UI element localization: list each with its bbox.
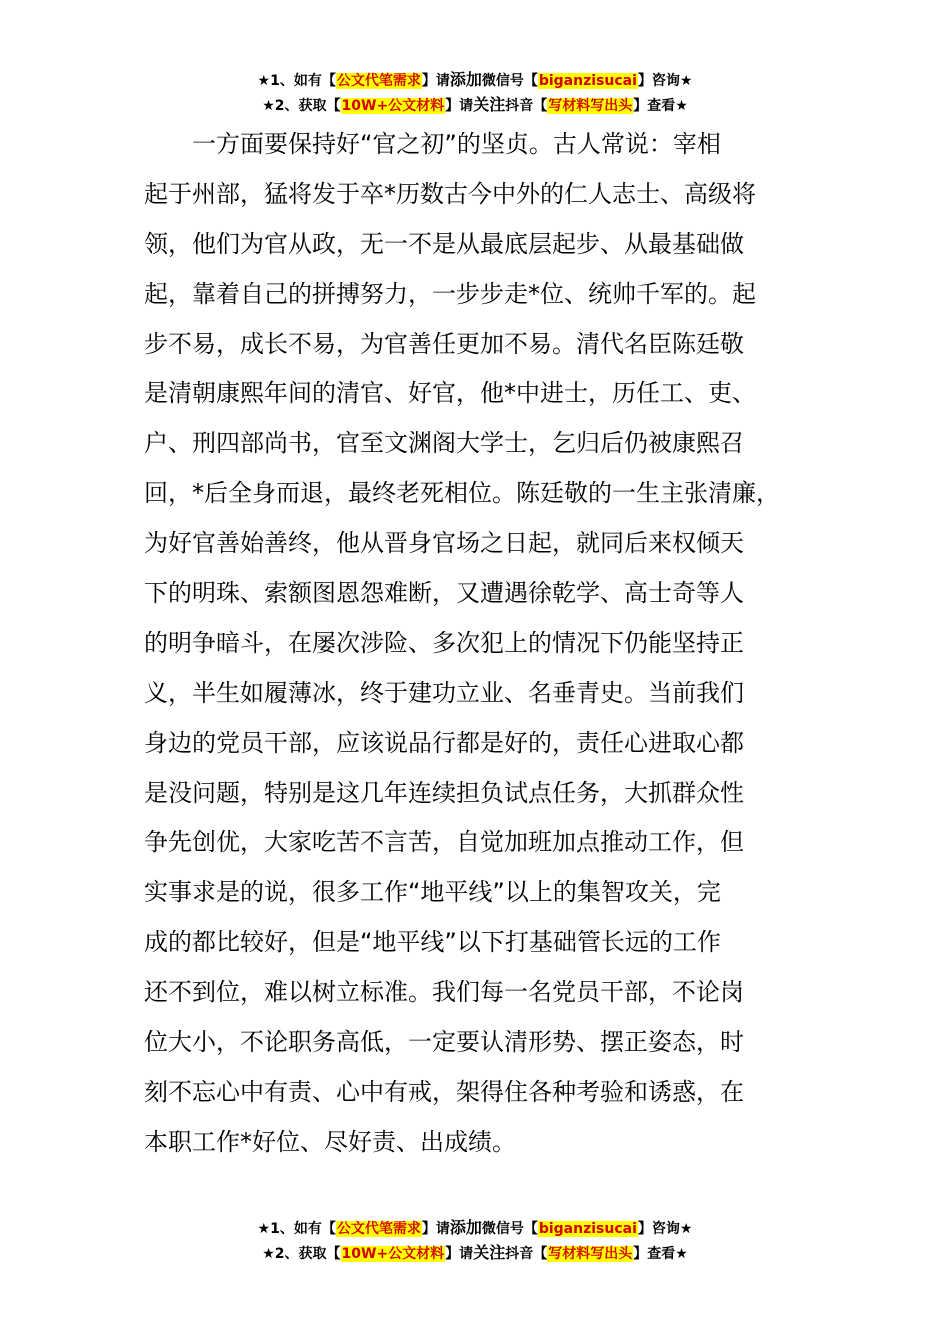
highlight-wechat-id: biganzisucai: [538, 1221, 637, 1237]
footer-banner-line-2: [0, 1241, 950, 1266]
paragraph-line: 起于州部，猛将发于卒*历数古今中外的仁人志士、高级将: [144, 179, 756, 208]
banner-text: 抖音【: [505, 1246, 548, 1262]
paragraph-line: 回，*后全身而退，最终老死相位。陈廷敬的一生主张清廉，: [144, 479, 780, 508]
paragraph-line: 步不易，成长不易，为官善任更加不易。清代名臣陈廷敬: [144, 329, 744, 358]
highlight-douyin-account: 写材料写出头: [548, 1246, 633, 1262]
highlight-ghostwriting: 公文代笔需求: [336, 1221, 421, 1237]
banner-text: ★1、如有【: [257, 73, 336, 89]
banner-text: 】请: [421, 1221, 450, 1237]
header-banner-line-1: [0, 68, 950, 93]
paragraph-line: 领，他们为官从政，无一不是从最底层起步、从最基础做: [144, 229, 744, 258]
paragraph-line: 还不到位，难以树立标准。我们每一名党员干部，不论岗: [144, 978, 744, 1007]
banner-text: 】咨询★: [637, 1221, 693, 1237]
paragraph-line: 争先创优，大家吃苦不言苦，自觉加班加点推动工作，但: [144, 828, 744, 857]
banner-text: 】咨询★: [637, 73, 693, 89]
paragraph-line: 是没问题，特别是这几年连续担负试点任务，大抓群众性: [144, 778, 744, 807]
banner-text: 微信号【: [481, 1221, 538, 1237]
paragraph-line: 下的明珠、索额图恩怨难断，又遭遇徐乾学、高士奇等人: [144, 579, 744, 608]
emphasis-add: 添加: [449, 70, 482, 89]
banner-text: 抖音【: [505, 98, 548, 114]
emphasis-add: 添加: [449, 1218, 482, 1237]
footer-banner: [0, 1216, 950, 1266]
banner-text: 微信号【: [481, 73, 538, 89]
header-banner-line-2: [0, 93, 950, 118]
paragraph-line: 位大小，不论职务高低，一定要认清形势、摆正姿态，时: [144, 1028, 744, 1057]
paragraph-line: 为好官善始善终，他从晋身官场之日起，就同后来权倾天: [144, 529, 744, 558]
banner-text: 】请: [445, 98, 474, 114]
paragraph-line: 一方面要保持好“官之初”的坚贞。古人常说：宰相: [192, 130, 721, 158]
paragraph-line: 义，半生如履薄冰，终于建功立业、名垂青史。当前我们: [144, 678, 744, 707]
banner-text: ★2、获取【: [262, 1246, 341, 1262]
paragraph-line: 是清朝康熙年间的清官、好官，他*中进士，历任工、吏、: [144, 379, 756, 408]
footer-banner-line-1: [0, 1216, 950, 1241]
banner-text: 】查看★: [633, 1246, 688, 1262]
highlight-wechat-id: biganzisucai: [538, 73, 637, 89]
highlight-douyin-account: 写材料写出头: [548, 98, 633, 114]
paragraph-line: 成的都比较好，但是“地平线”以下打基础管长远的工作: [144, 928, 721, 957]
banner-text: 】查看★: [633, 98, 688, 114]
banner-text: ★1、如有【: [257, 1221, 336, 1237]
emphasis-follow: 关注: [473, 95, 506, 114]
paragraph-line: 户、刑四部尚书，官至文渊阁大学士，乞归后仍被康熙召: [144, 429, 744, 458]
paragraph-line: 起，靠着自己的拼搏努力，一步步走*位、统帅千军的。起: [144, 279, 756, 308]
highlight-ghostwriting: 公文代笔需求: [336, 73, 421, 89]
paragraph-line: 本职工作*好位、尽好责、出成绩。: [144, 1127, 516, 1156]
highlight-materials: 10W+公文材料: [341, 1246, 445, 1262]
paragraph-line: 的明争暗斗，在屡次涉险、多次犯上的情况下仍能坚持正: [144, 628, 744, 657]
highlight-materials: 10W+公文材料: [341, 98, 445, 114]
body-paragraph: [144, 120, 816, 1168]
emphasis-follow: 关注: [473, 1243, 506, 1262]
banner-text: ★2、获取【: [262, 98, 341, 114]
banner-text: 】请: [445, 1246, 474, 1262]
paragraph-line: 身边的党员干部，应该说品行都是好的，责任心进取心都: [144, 728, 744, 757]
paragraph-line: 实事求是的说，很多工作“地平线”以上的集智攻关，完: [144, 878, 721, 907]
banner-text: 】请: [421, 73, 450, 89]
paragraph-line: 刻不忘心中有责、心中有戒，架得住各种考验和诱惑，在: [144, 1077, 744, 1106]
header-banner: [0, 68, 950, 118]
